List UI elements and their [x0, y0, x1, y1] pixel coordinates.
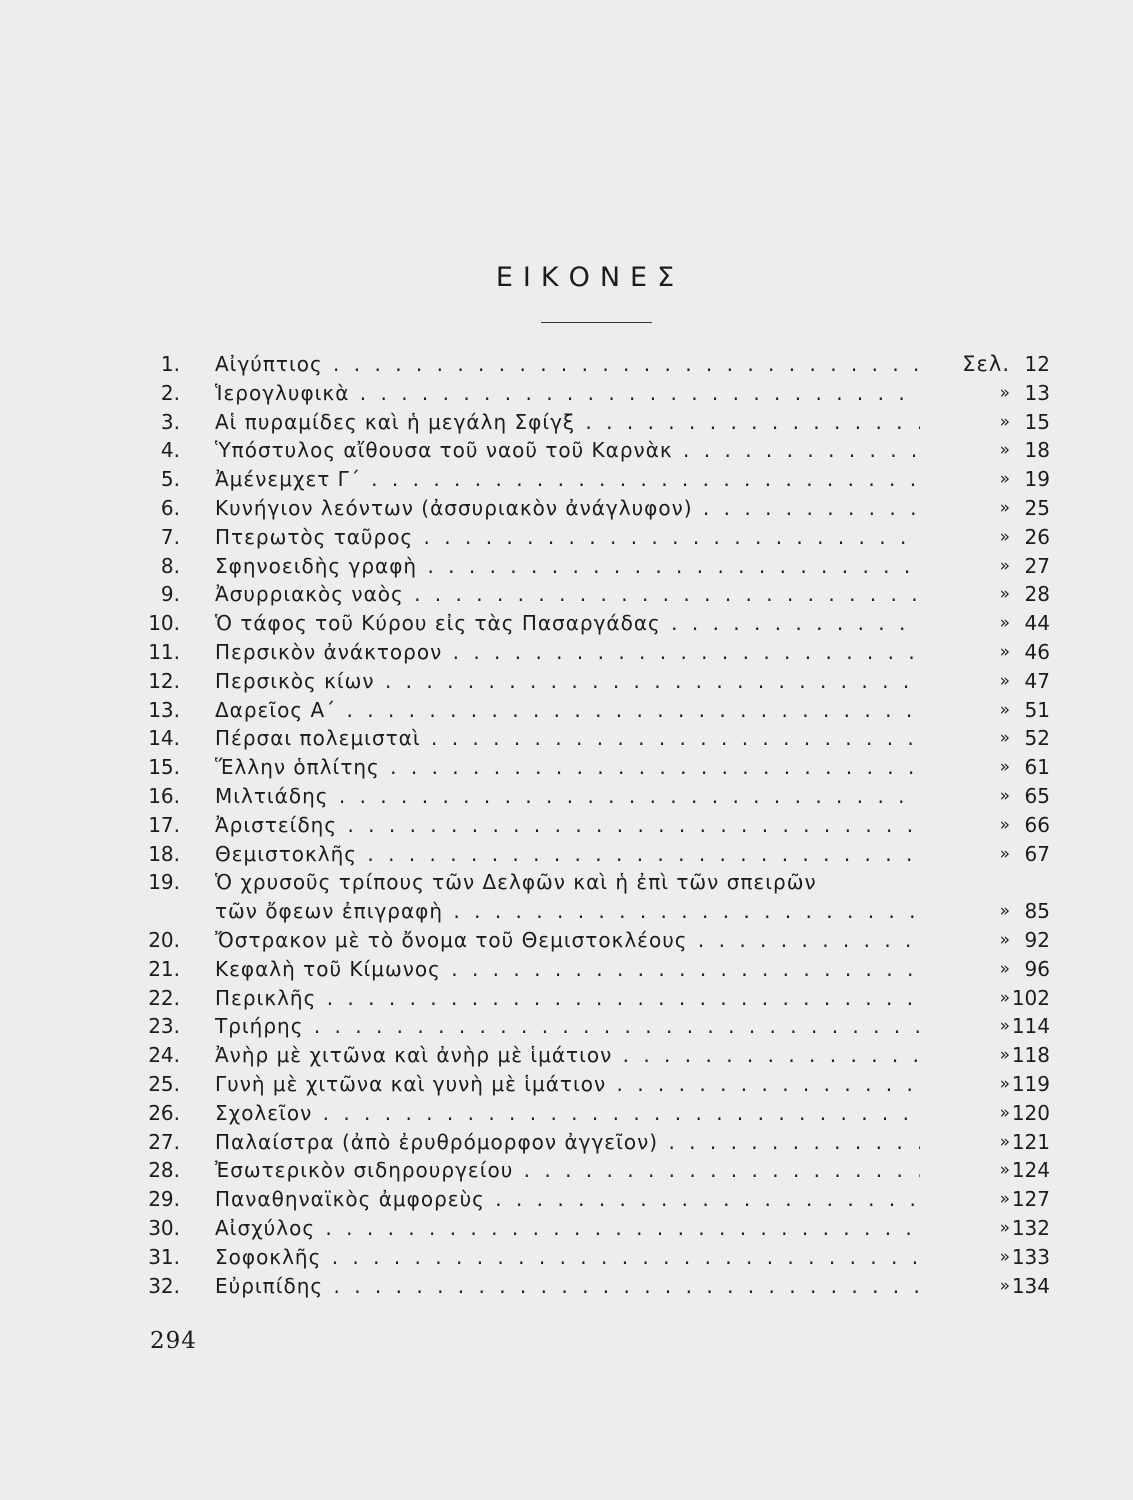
page-number: 294	[150, 1328, 197, 1354]
list-item	[140, 782, 1080, 811]
entry-label: Ἕλλην ὁπλίτης . . .	[215, 753, 920, 781]
entry-page: 27	[1024, 553, 1050, 578]
entry-page: 52	[1024, 726, 1050, 751]
entry-number: 15.	[148, 755, 180, 780]
entry-page-prefix: »	[999, 814, 1010, 835]
entry-number: 26.	[148, 1100, 180, 1125]
entry-page-prefix: »	[999, 411, 1010, 432]
entry-page-prefix: »	[999, 1160, 1010, 1181]
entry-label: Κυνήγιον λεόντων (ἀσσυριακὸν ἀνάγλυφον) . . .	[215, 494, 920, 522]
entry-page: 67	[1024, 841, 1050, 866]
list-item	[140, 638, 1080, 667]
figure-list	[140, 350, 1080, 1300]
entry-page-prefix: »	[999, 1016, 1010, 1037]
list-item	[140, 1156, 1080, 1185]
list-item	[140, 753, 1080, 782]
list-item	[140, 1070, 1080, 1099]
entry-number: 23.	[148, 1014, 180, 1039]
entry-number: 5.	[160, 467, 180, 492]
entry-number: 28.	[148, 1158, 180, 1183]
entry-label: Πέρσαι πολεμισταὶ . . .	[215, 724, 920, 752]
entry-number: 21.	[148, 956, 180, 981]
entry-label: Ἀσυρριακὸς ναὸς . . .	[215, 580, 920, 608]
entry-number: 6.	[160, 495, 180, 520]
entry-number: 13.	[148, 697, 180, 722]
entry-page-prefix: »	[999, 757, 1010, 778]
entry-label: Γυνὴ μὲ χιτῶνα καὶ γυνὴ μὲ ἱμάτιον . . .	[215, 1070, 920, 1098]
entry-number: 12.	[148, 668, 180, 693]
entry-number: 7.	[160, 524, 180, 549]
entry-page: 26	[1024, 524, 1050, 549]
list-item	[140, 1128, 1080, 1157]
entry-page: 134	[1011, 1273, 1050, 1298]
entry-page: 28	[1024, 582, 1050, 607]
entry-number: 9.	[160, 582, 180, 607]
entry-page-prefix: »	[999, 785, 1010, 806]
entry-label: Ἀμένεμχετ Γ΄ . . .	[215, 465, 920, 493]
list-item	[140, 465, 1080, 494]
entry-label: Σφηνοειδὴς γραφὴ . . .	[215, 552, 920, 580]
entry-page-prefix: »	[999, 1217, 1010, 1238]
entry-page: 18	[1024, 438, 1050, 463]
entry-page: 92	[1024, 927, 1050, 952]
list-item	[140, 1185, 1080, 1214]
entry-page-prefix: »	[999, 641, 1010, 662]
entry-label: Εὐριπίδης . . .	[215, 1272, 920, 1300]
list-item	[140, 350, 1080, 379]
list-item	[140, 1243, 1080, 1272]
entry-page: 114	[1011, 1014, 1050, 1039]
list-item	[140, 724, 1080, 753]
entry-page-prefix: »	[999, 1073, 1010, 1094]
entry-page-prefix: »	[999, 1246, 1010, 1267]
entry-page: 102	[1011, 985, 1050, 1010]
entry-page-prefix: »	[999, 497, 1010, 518]
entry-page: 96	[1024, 956, 1050, 981]
entry-number: 17.	[148, 812, 180, 837]
list-item	[140, 379, 1080, 408]
entry-label: Ὁ χρυσοῦς τρίπους τῶν Δελφῶν καὶ ἡ ἐπὶ τῶν σπειρῶν	[215, 870, 817, 895]
entry-page-prefix: »	[999, 987, 1010, 1008]
entry-page-prefix: »	[999, 1275, 1010, 1296]
entry-label: Παλαίστρα (ἀπὸ ἐρυθρόμορφον ἀγγεῖον) . . .	[215, 1128, 920, 1156]
entry-page: 25	[1024, 495, 1050, 520]
list-item	[140, 580, 1080, 609]
entry-page-prefix: »	[999, 670, 1010, 691]
entry-label: Κεφαλὴ τοῦ Κίμωνος . . .	[215, 955, 920, 983]
entry-page-prefix: »	[999, 1045, 1010, 1066]
entry-label: Σοφοκλῆς . . .	[215, 1243, 920, 1271]
entry-label: Μιλτιάδης . . .	[215, 782, 920, 810]
entry-page: 47	[1024, 668, 1050, 693]
list-item	[140, 897, 1080, 926]
entry-number: 2.	[160, 380, 180, 405]
entry-page-prefix: »	[999, 613, 1010, 634]
entry-label: Τριήρης . . .	[215, 1012, 920, 1040]
entry-number: 4.	[160, 438, 180, 463]
entry-number: 8.	[160, 553, 180, 578]
entry-label: Ὑπόστυλος αἴθουσα τοῦ ναοῦ τοῦ Καρνὰκ . . .	[215, 436, 920, 464]
list-item	[140, 609, 1080, 638]
list-item	[140, 926, 1080, 955]
entry-page: 124	[1011, 1158, 1050, 1183]
entry-label: Περικλῆς . . .	[215, 984, 920, 1012]
list-item	[140, 984, 1080, 1013]
entry-page: 13	[1024, 380, 1050, 405]
entry-number: 27.	[148, 1129, 180, 1154]
entry-page-prefix: »	[999, 440, 1010, 461]
entry-number: 1.	[160, 352, 180, 376]
entry-page: 65	[1024, 783, 1050, 808]
entry-page-prefix: »	[999, 526, 1010, 547]
entry-page-prefix: »	[999, 1131, 1010, 1152]
entry-label: Ἐσωτερικὸν σιδηρουργείου . . .	[215, 1156, 920, 1184]
entry-number: 31.	[148, 1244, 180, 1269]
entry-page: 127	[1011, 1187, 1050, 1212]
entry-number: 19.	[148, 870, 180, 895]
entry-label: Ἀνὴρ μὲ χιτῶνα καὶ ἀνὴρ μὲ ἱμάτιον . . .	[215, 1041, 920, 1069]
entry-page: 121	[1011, 1129, 1050, 1154]
entry-page-prefix: »	[999, 1102, 1010, 1123]
list-item	[140, 811, 1080, 840]
entry-page-prefix: »	[999, 699, 1010, 720]
entry-page: 133	[1011, 1244, 1050, 1269]
entry-number: 10.	[148, 611, 180, 636]
entry-page-prefix: »	[999, 901, 1010, 922]
entry-number: 16.	[148, 783, 180, 808]
entry-page: 66	[1024, 812, 1050, 837]
entry-number: 32.	[148, 1273, 180, 1298]
entry-page: 132	[1011, 1215, 1050, 1240]
entry-number: 22.	[148, 985, 180, 1010]
entry-number: 14.	[148, 726, 180, 751]
entry-label: Αἰσχύλος . . .	[215, 1214, 920, 1242]
list-item	[140, 696, 1080, 725]
entry-page-prefix: »	[999, 584, 1010, 605]
entry-page-prefix: »	[999, 469, 1010, 490]
list-item	[140, 1099, 1080, 1128]
list-item	[140, 1041, 1080, 1070]
entry-page-prefix: »	[999, 728, 1010, 749]
entry-page-prefix: »	[999, 1189, 1010, 1210]
list-item	[140, 1272, 1080, 1301]
entry-page: 51	[1024, 697, 1050, 722]
entry-page: 120	[1011, 1100, 1050, 1125]
entry-label: Θεμιστοκλῆς . . .	[215, 840, 920, 868]
entry-label: Δαρεῖος Α΄ . . .	[215, 696, 920, 724]
entry-number: 29.	[148, 1187, 180, 1212]
entry-page-prefix: Σελ.	[962, 352, 1010, 376]
entry-label: Πτερωτὸς ταῦρος . . .	[215, 523, 920, 551]
entry-label: τῶν ὄφεων ἐπιγραφὴ . . .	[215, 897, 920, 925]
entry-page: 119	[1011, 1071, 1050, 1096]
entry-label: Ὄστρακον μὲ τὸ ὄνομα τοῦ Θεμιστοκλέους . . .	[215, 926, 920, 954]
entry-page-prefix: »	[999, 929, 1010, 950]
entry-label: Ἱερογλυφικὰ . . .	[215, 379, 920, 407]
entry-page: 12	[1024, 352, 1050, 376]
entry-page-prefix: »	[999, 555, 1010, 576]
list-item	[140, 955, 1080, 984]
entry-page: 15	[1024, 409, 1050, 434]
entry-number: 11.	[148, 639, 180, 664]
list-item	[140, 1214, 1080, 1243]
list-item	[140, 494, 1080, 523]
entry-label: Ὁ τάφος τοῦ Κύρου εἰς τὰς Πασαργάδας . . .	[215, 609, 920, 637]
list-item	[140, 436, 1080, 465]
entry-page-prefix: »	[999, 843, 1010, 864]
entry-page-prefix: »	[999, 382, 1010, 403]
entry-page: 44	[1024, 611, 1050, 636]
entry-page-prefix: »	[999, 958, 1010, 979]
entry-label: Σχολεῖον . . .	[215, 1099, 920, 1127]
entry-number: 30.	[148, 1215, 180, 1240]
entry-page: 61	[1024, 755, 1050, 780]
entry-label: Αἰγύπτιος . . .	[215, 350, 920, 378]
entry-page: 85	[1024, 899, 1050, 924]
entry-number: 3.	[160, 409, 180, 434]
entry-number: 20.	[148, 927, 180, 952]
entry-number: 24.	[148, 1043, 180, 1068]
entry-label: Περσικὸς κίων . . .	[215, 667, 920, 695]
list-item	[140, 868, 1080, 897]
entry-number: 25.	[148, 1071, 180, 1096]
list-item	[140, 1012, 1080, 1041]
entry-number: 18.	[148, 841, 180, 866]
entry-label: Περσικὸν ἀνάκτορον . . .	[215, 638, 920, 666]
page-title: ΕΙΚΟΝΕΣ	[495, 262, 685, 293]
list-item	[140, 523, 1080, 552]
entry-label: Ἀριστείδης . . .	[215, 811, 920, 839]
entry-label: Παναθηναϊκὸς ἀμφορεὺς . . .	[215, 1185, 920, 1213]
entry-label: Αἱ πυραμίδες καὶ ἡ μεγάλη Σφίγξ . . .	[215, 408, 920, 436]
title-rule	[541, 322, 652, 323]
list-item	[140, 408, 1080, 437]
entry-page: 46	[1024, 639, 1050, 664]
list-item	[140, 552, 1080, 581]
list-item	[140, 667, 1080, 696]
entry-page: 118	[1011, 1043, 1050, 1068]
list-item	[140, 840, 1080, 869]
entry-page: 19	[1024, 467, 1050, 492]
